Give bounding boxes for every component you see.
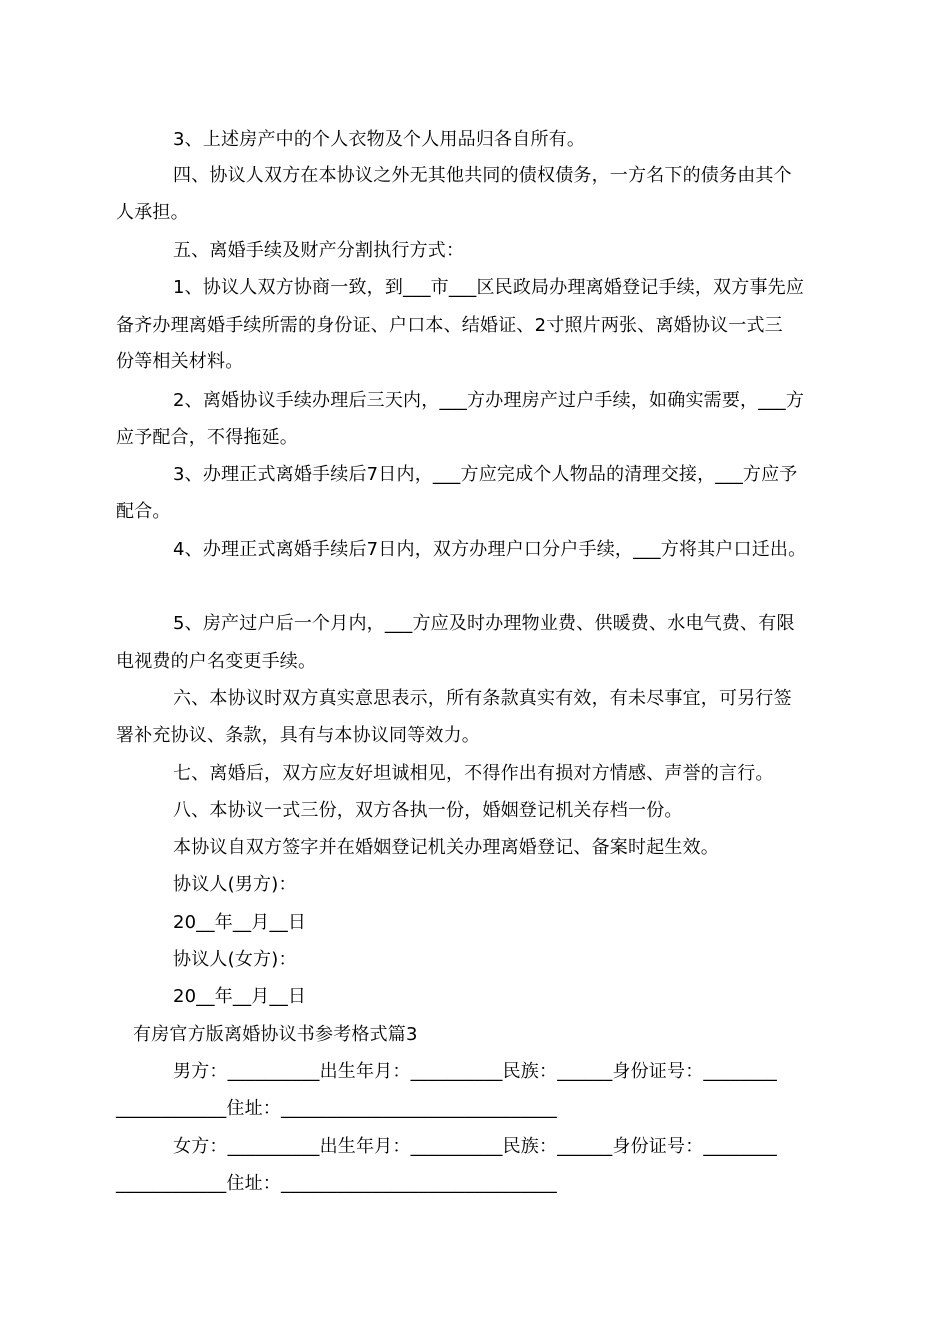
text-line: 2、离婚协议手续办理后三天内，___方办理房产过户手续，如确实需要，___方 — [173, 390, 805, 411]
text-line: 备齐办理离婚手续所需的身份证、户口本、结婚证、2寸照片两张、离婚协议一式三 — [116, 315, 783, 336]
text-line: 四、协议人双方在本协议之外无其他共同的债权债务，一方名下的债务由其个 — [173, 165, 792, 186]
text-line: 3、办理正式离婚手续后7日内，___方应完成个人物品的清理交接，___方应予 — [173, 464, 798, 485]
form-line: ____________住址：______________________________ — [116, 1098, 557, 1119]
text-line: 电视费的户名变更手续。 — [116, 651, 317, 672]
text-line: 协议人(男方)： — [173, 874, 297, 895]
text-line: 配合。 — [116, 501, 171, 522]
text-line: 3、上述房产中的个人衣物及个人用品归各自所有。 — [173, 129, 586, 150]
text-line: 份等相关材料。 — [116, 351, 244, 372]
text-line: 应予配合，不得拖延。 — [116, 427, 298, 448]
text-line: 1、协议人双方协商一致，到___市___区民政局办理离婚登记手续，双方事先应 — [173, 277, 805, 298]
form-line: 男方：__________出生年月：__________民族：______身份证号：________ — [173, 1061, 777, 1082]
form-line: 女方：__________出生年月：__________民族：______身份证号：________ — [173, 1136, 777, 1157]
text-line: 七、离婚后，双方应友好坦诚相见，不得作出有损对方情感、声誉的言行。 — [173, 763, 774, 784]
text-line: 4、办理正式离婚手续后7日内，双方办理户口分户手续，___方将其户口迁出。 — [173, 539, 807, 560]
section-heading: 有房官方版离婚协议书参考格式篇3 — [133, 1024, 418, 1045]
text-line: 20__年__月__日 — [173, 912, 307, 933]
form-line: ____________住址：______________________________ — [116, 1173, 557, 1194]
text-line: 5、房产过户后一个月内，___方应及时办理物业费、供暖费、水电气费、有限 — [173, 613, 795, 634]
text-line: 20__年__月__日 — [173, 986, 307, 1007]
text-line: 八、本协议一式三份，双方各执一份，婚姻登记机关存档一份。 — [173, 800, 683, 821]
text-line: 署补充协议、条款，具有与本协议同等效力。 — [116, 725, 480, 746]
text-line: 六、本协议时双方真实意思表示，所有条款真实有效，有未尽事宜，可另行签 — [173, 688, 792, 709]
text-line: 本协议自双方签字并在婚姻登记机关办理离婚登记、备案时起生效。 — [173, 837, 719, 858]
text-line: 人承担。 — [116, 202, 189, 223]
text-line: 五、离婚手续及财产分割执行方式： — [173, 240, 465, 261]
text-line: 协议人(女方)： — [173, 949, 297, 970]
